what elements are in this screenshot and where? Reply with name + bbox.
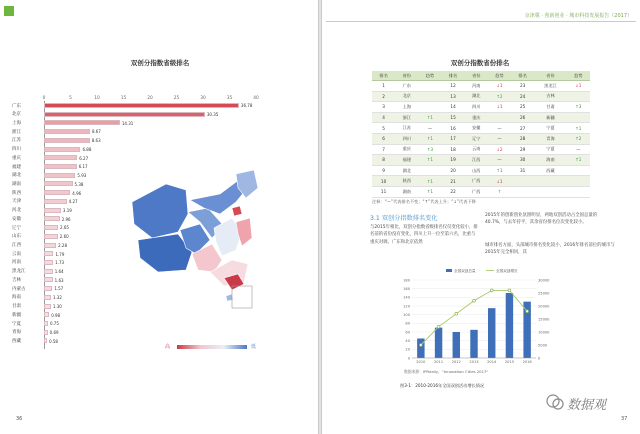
legend-gradient	[177, 345, 247, 349]
y-left-tick-label: 20	[405, 347, 410, 352]
bar-category-label: 宁夏	[12, 321, 21, 327]
bar	[44, 269, 53, 274]
table-cell: 25	[511, 102, 534, 113]
bar	[44, 321, 48, 326]
table-cell	[418, 91, 441, 102]
table-header-cell: 省份	[534, 71, 567, 81]
table-cell: 宁夏	[534, 144, 567, 155]
table-cell: 6	[372, 133, 395, 144]
bar-value-label: 1.79	[55, 251, 65, 257]
bar	[44, 112, 205, 117]
watermark-text: 数据观	[567, 398, 607, 413]
table-cell	[418, 81, 441, 92]
running-header: 京津冀 · 创新创业 · 城市科技发展报告（2017）	[524, 13, 632, 19]
bar	[44, 190, 70, 195]
bar-value-label: 1.57	[54, 286, 64, 292]
bar	[44, 199, 67, 204]
table-cell: 29	[511, 144, 534, 155]
table-row	[372, 81, 590, 92]
table-cell: 江苏	[395, 123, 418, 134]
table-cell: ↑3	[567, 102, 590, 113]
table-cell: 西藏	[534, 165, 567, 176]
table-cell: ↑1	[418, 155, 441, 166]
bar	[44, 338, 47, 343]
table-cell: 22	[442, 186, 465, 197]
bar-category-label: 福建	[12, 164, 21, 170]
legend-low-label: 低	[251, 344, 257, 350]
bar	[44, 277, 53, 282]
x-tick-label: 2016	[522, 360, 532, 364]
table-cell: 1	[372, 81, 395, 92]
bar-value-label: 1.63	[54, 277, 64, 283]
bar-value-label: 6.17	[78, 164, 88, 170]
bar-value-label: 5.38	[74, 181, 84, 187]
table-cell: 广西	[465, 176, 488, 187]
table-cell: 3	[372, 102, 395, 113]
table-header-cell: 趋势	[418, 71, 441, 81]
table-header-cell: 省份	[395, 71, 418, 81]
table-cell: 27	[511, 123, 534, 134]
left-page	[0, 0, 318, 434]
bar-value-label: 1.30	[52, 303, 62, 309]
table-cell: 24	[511, 91, 534, 102]
bar	[44, 147, 80, 152]
table-cell: 江西	[465, 155, 488, 166]
line-point	[473, 299, 476, 302]
x-tick-label: 2013	[469, 360, 479, 364]
bar-value-label: 6.27	[79, 155, 89, 161]
table-row	[372, 165, 590, 176]
line-point	[508, 289, 511, 292]
map-legend	[165, 343, 263, 351]
map-beijing-region	[232, 206, 242, 216]
bar-category-label: 湖南	[12, 181, 21, 187]
y-left-tick-label: 0	[407, 356, 410, 361]
table-cell: 11	[372, 186, 395, 197]
table-row	[372, 91, 590, 102]
y-right-tick-label: 0	[538, 356, 541, 361]
legend-high-label: 高	[165, 344, 171, 350]
bar	[44, 312, 49, 317]
table-cell: 四川	[465, 102, 488, 113]
left-page-title: 双创分指数省级排名	[130, 59, 190, 67]
table-header-cell: 排名	[511, 71, 534, 81]
table-header-cell: 趋势	[567, 71, 590, 81]
table-cell: 北京	[395, 91, 418, 102]
bar	[44, 164, 77, 169]
y-left-tick-label: 100	[403, 312, 410, 317]
table-cell: 陕西	[395, 176, 418, 187]
table-cell: 山西	[465, 165, 488, 176]
table-cell: 四川	[395, 133, 418, 144]
bar-value-label: 2.28	[58, 242, 67, 248]
table-cell: ↑2	[567, 133, 590, 144]
table-cell: 福建	[395, 155, 418, 166]
bar	[44, 295, 51, 300]
bar-category-label: 新疆	[12, 312, 21, 318]
header-rule	[326, 21, 636, 22]
table-cell: 21	[442, 176, 465, 187]
bar-category-label: 上海	[12, 120, 21, 126]
line-point	[490, 289, 493, 292]
y-left-tick-label: 80	[405, 321, 410, 326]
x-tick-label: 2014	[487, 360, 497, 364]
table-cell: ↑1	[418, 133, 441, 144]
table-cell: 13	[442, 91, 465, 102]
table-cell: 安徽	[465, 123, 488, 134]
table-cell	[418, 165, 441, 176]
bar	[44, 304, 51, 309]
right-page-title: 双创分指数省份排名	[450, 59, 510, 67]
table-cell: 湖北	[395, 165, 418, 176]
bar	[435, 328, 442, 358]
bar-category-label: 青海	[12, 330, 21, 336]
table-cell: 7	[372, 144, 395, 155]
table-row	[372, 186, 590, 197]
table-cell: 30	[511, 155, 534, 166]
table-cell: 黑龙江	[534, 81, 567, 92]
bar	[44, 216, 60, 221]
x-tick-label: 10	[94, 96, 100, 101]
bar-value-label: 3.19	[62, 207, 72, 213]
x-tick-label: 2012	[451, 360, 461, 364]
table-cell	[567, 112, 590, 123]
table-header-cell: 趋势	[488, 71, 511, 81]
chart-source: 数据来源：IPRdaily、"Innovation Cities 2017"	[404, 369, 489, 374]
table-cell: 8	[372, 155, 395, 166]
bar	[44, 120, 120, 125]
bar-category-label: 四川	[12, 147, 21, 153]
y-right-tick-label: 25000	[538, 291, 550, 296]
bar-category-label: 甘肃	[12, 304, 21, 310]
bar-category-label: 西藏	[12, 338, 21, 344]
table-cell	[534, 186, 567, 197]
table-cell: 青海	[534, 133, 567, 144]
table-cell	[567, 165, 590, 176]
table-cell	[511, 186, 534, 197]
table-cell: 14	[442, 102, 465, 113]
table-cell: —	[567, 144, 590, 155]
table-cell: 5	[372, 123, 395, 134]
table-cell: 20	[442, 165, 465, 176]
bar-category-label: 广东	[12, 103, 21, 109]
bar-category-label: 内蒙古	[12, 286, 26, 292]
table-cell: ↑1	[418, 186, 441, 197]
bar-value-label: 1.73	[55, 260, 65, 266]
table-cell	[418, 102, 441, 113]
table-cell: ↓1	[488, 81, 511, 92]
legend-label-bars: 全国双创总量	[454, 269, 476, 273]
combo-chart-svg	[394, 266, 574, 366]
bar-value-label: 2.96	[61, 216, 71, 222]
table-cell: 12	[442, 81, 465, 92]
table-cell: 甘肃	[534, 102, 567, 113]
table-row	[372, 133, 590, 144]
table-cell: ↑1	[567, 123, 590, 134]
bar	[44, 234, 58, 239]
y-right-tick-label: 20000	[538, 304, 550, 309]
bar-category-label: 安徽	[12, 216, 21, 222]
table-cell: ↓1	[488, 102, 511, 113]
section-title: 3.1 双创分指数排名变化	[370, 215, 438, 222]
bar-value-label: 2.60	[59, 234, 69, 240]
bar-value-label: 0.98	[51, 312, 61, 318]
bar-value-label: 0.75	[49, 321, 59, 327]
table-cell: 河南	[465, 81, 488, 92]
table-cell: 新疆	[534, 112, 567, 123]
bar	[506, 293, 513, 358]
paragraph-right-bottom: 城市排名方面，头部城市排名变化较小，2016年排名前位的城市与2015年完全相同，其	[485, 243, 615, 256]
table-cell: 湖北	[465, 91, 488, 102]
x-tick-label: 40	[253, 96, 259, 101]
table-cell: 云南	[465, 144, 488, 155]
table-cell: 19	[442, 155, 465, 166]
table-cell: ↓2	[488, 144, 511, 155]
bar-value-label: 8.67	[91, 129, 101, 135]
bar-category-label: 北京	[12, 112, 21, 118]
table-row	[372, 155, 590, 166]
bar	[44, 225, 58, 230]
table-body	[372, 81, 590, 198]
y-right-tick-label: 15000	[538, 317, 550, 322]
bar	[44, 286, 52, 291]
bar-value-label: 2.65	[60, 225, 69, 231]
table-cell: 2	[372, 91, 395, 102]
bar-value-label: 6.88	[82, 146, 92, 152]
table-cell	[534, 176, 567, 187]
bar	[417, 339, 424, 359]
y-left-tick-label: 60	[405, 330, 410, 335]
y-right-tick-label: 10000	[538, 330, 550, 335]
table-cell: 吉林	[534, 91, 567, 102]
table-cell: 宁夏	[534, 123, 567, 134]
x-tick-label: 2011	[433, 360, 444, 364]
table-cell: —	[418, 123, 441, 134]
table-cell	[567, 176, 590, 187]
x-tick-label: 25	[173, 96, 180, 101]
bar-value-label: 0.58	[49, 338, 58, 344]
bar-value-label: 14.31	[121, 120, 134, 126]
bar-value-label: 4.96	[72, 190, 82, 196]
south-china-sea-inset	[232, 286, 252, 308]
bar	[44, 208, 61, 213]
table-cell: 浙江	[395, 112, 418, 123]
table-cell: 31	[511, 165, 534, 176]
table-cell: ↑1	[488, 165, 511, 176]
table-row	[372, 144, 590, 155]
table-cell: 16	[442, 123, 465, 134]
bar-category-label: 山东	[12, 234, 21, 240]
table-cell: —	[488, 123, 511, 134]
bar-category-label: 海南	[12, 295, 21, 301]
y-left-tick-label: 40	[405, 338, 410, 343]
table-cell: ↑1	[567, 155, 590, 166]
right-page-number: 37	[621, 416, 628, 422]
x-tick-label: 2010	[416, 360, 426, 364]
table-cell: ↑	[488, 186, 511, 197]
bar	[44, 181, 73, 186]
bar-value-label: 30.35	[206, 112, 219, 118]
table-cell	[567, 91, 590, 102]
table-cell	[488, 112, 511, 123]
bar-category-label: 吉林	[12, 277, 21, 283]
bar-value-label: 4.27	[68, 199, 78, 205]
table-cell: 28	[511, 133, 534, 144]
bar	[44, 243, 56, 248]
bar	[488, 308, 495, 358]
bar-category-label: 云南	[12, 251, 21, 257]
bar-value-label: 36.78	[240, 103, 253, 109]
table-header-row	[372, 71, 590, 81]
bar-value-label: 1.32	[52, 295, 62, 301]
x-tick-label: 2015	[504, 360, 515, 364]
watermark	[545, 392, 635, 414]
paragraph-right-top: 2015年的创新创业氛围明显，两地双创活动占全国总量的40.7%，与去年持平，其余省份排名位次变化较小。	[485, 213, 598, 226]
y-right-tick-label: 5000	[538, 343, 548, 348]
ranking-table	[372, 71, 590, 198]
table-cell: —	[488, 155, 511, 166]
table-row	[372, 123, 590, 134]
bar-category-label: 陕西	[12, 190, 21, 196]
bar	[44, 138, 90, 143]
left-page-number: 36	[16, 416, 23, 422]
map-xinjiang-region	[132, 184, 188, 238]
x-tick-label: 15	[120, 96, 127, 101]
y-left-tick-label: 180	[403, 278, 410, 283]
table-header-cell: 排名	[442, 71, 465, 81]
bar-value-label: 8.63	[91, 138, 101, 144]
table-cell: 重庆	[465, 112, 488, 123]
paragraph-left: 与2015年相比，双创分指数省级排名仅仅变化较小，排名前的省份没有变化，四川上升一位至第六名，比重与重庆对调。广东和北京依然	[370, 225, 478, 245]
wechat-icon	[545, 392, 565, 412]
x-tick-label: 20	[147, 96, 153, 101]
table-cell: ↓1	[488, 176, 511, 187]
table-cell: 海南	[534, 155, 567, 166]
table-header-cell: 排名	[372, 71, 395, 81]
bar-category-label: 江苏	[12, 138, 21, 144]
table-cell: ↑2	[488, 91, 511, 102]
table-row	[372, 102, 590, 113]
table-cell	[511, 176, 534, 187]
x-tick-label: 35	[226, 96, 233, 101]
table-cell: 23	[511, 81, 534, 92]
green-corner-marker	[4, 6, 14, 16]
table-cell: 9	[372, 165, 395, 176]
bar	[44, 155, 77, 160]
bar-value-label: 0.69	[49, 330, 59, 336]
x-tick-label: 5	[69, 96, 72, 101]
table-cell: ↓1	[567, 81, 590, 92]
table-cell: ↑1	[418, 112, 441, 123]
bar	[44, 260, 53, 265]
bar-value-label: 5.93	[77, 173, 87, 179]
table-cell: 18	[442, 144, 465, 155]
table-cell: 17	[442, 133, 465, 144]
bar	[44, 129, 90, 134]
line-point	[437, 325, 440, 328]
table-cell: 上海	[395, 102, 418, 113]
table-cell: 15	[442, 112, 465, 123]
x-tick-label: 0	[42, 96, 46, 101]
bar-category-label: 辽宁	[12, 225, 21, 231]
table-cell: ↑3	[418, 144, 441, 155]
table-cell	[567, 186, 590, 197]
table-cell: 4	[372, 112, 395, 123]
bar	[44, 330, 48, 335]
line-point	[526, 310, 529, 313]
table-cell: 广西	[465, 186, 488, 197]
bar	[44, 251, 53, 256]
table-header-cell: 省份	[465, 71, 488, 81]
bar-category-label: 湖北	[12, 173, 21, 179]
y-left-tick-label: 160	[403, 286, 410, 291]
bar-category-label: 黑龙江	[12, 269, 26, 275]
bar	[44, 103, 239, 108]
table-cell: 辽宁	[465, 133, 488, 144]
x-tick-label: 30	[200, 96, 206, 101]
table-cell: 广东	[395, 81, 418, 92]
table-cell: ↑1	[418, 176, 441, 187]
bar-value-label: 1.64	[54, 268, 64, 274]
bar-category-label: 浙江	[12, 129, 21, 135]
table-cell: 10	[372, 176, 395, 187]
line-point	[419, 344, 422, 347]
bar-category-label: 河北	[12, 208, 21, 214]
bar	[453, 332, 460, 358]
bar	[44, 173, 75, 178]
bar-category-label: 河南	[12, 260, 21, 266]
figure-caption: 图3-1：2010-2016年全国双创活动增长情况	[400, 383, 485, 388]
table-cell: 26	[511, 112, 534, 123]
legend-swatch-bars	[446, 269, 452, 272]
bar	[470, 330, 477, 358]
bar-category-label: 重庆	[12, 155, 21, 161]
legend-label-line: 全国双创增长	[496, 269, 518, 273]
china-map	[128, 168, 258, 318]
y-left-tick-label: 120	[403, 304, 410, 309]
y-right-tick-label: 30000	[538, 278, 550, 283]
table-cell: 湖南	[395, 186, 418, 197]
bar-category-label: 江西	[12, 243, 21, 249]
y-left-tick-label: 140	[403, 295, 410, 300]
table-row	[372, 176, 590, 187]
table-note: 注释：“—”代表排名不变；“↑”代表上升；“↓”代表下降	[372, 199, 476, 204]
line-point	[455, 312, 458, 315]
bar-category-label: 天津	[12, 199, 21, 205]
table-row	[372, 112, 590, 123]
table-cell: 重庆	[395, 144, 418, 155]
table-cell: —	[488, 133, 511, 144]
